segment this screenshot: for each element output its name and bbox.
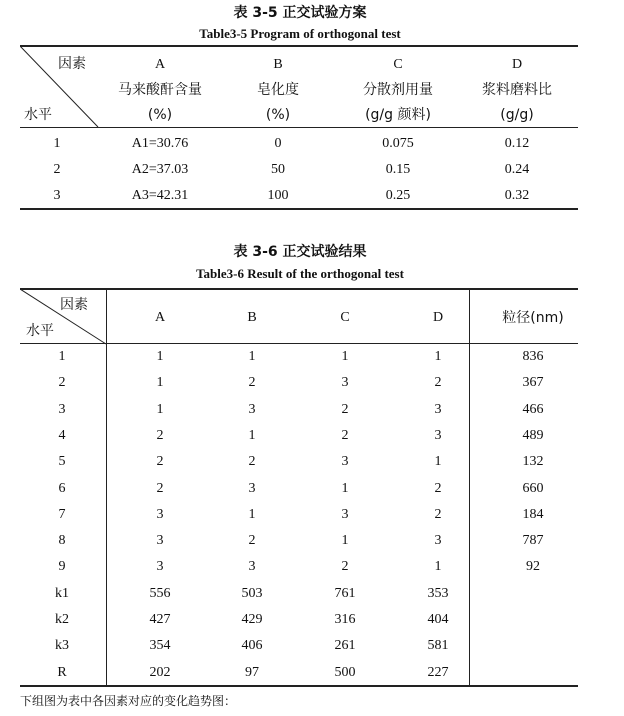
table2-cell-a: 354 <box>149 638 171 654</box>
table2-row-level: k2 <box>55 612 69 627</box>
table2-cell-b: 1 <box>248 427 256 443</box>
table2-cell-c: 2 <box>341 401 349 417</box>
table2-caption-cn: 表 3-6 正交试验结果 <box>233 244 367 260</box>
table2-cell-a: 3 <box>156 559 164 575</box>
table2-cell-d: 2 <box>434 506 442 522</box>
table1-row-level: 2 <box>53 162 61 177</box>
table1-col-unit: (g/g) <box>500 107 534 123</box>
table2-cell-c: 3 <box>341 454 349 470</box>
table2-cell-b: 406 <box>241 638 263 654</box>
table2-cell-a: 427 <box>149 612 171 627</box>
table2-row-level: 9 <box>58 559 66 575</box>
table2-right-divider <box>469 289 470 686</box>
table2-cell-b: 97 <box>245 664 259 680</box>
table2-cell-size: 184 <box>522 506 544 522</box>
table2-cell-size: 660 <box>522 480 544 496</box>
table1-col-letter: A <box>154 57 166 72</box>
table2-caption-en: Table3-6 Result of the orthogonal test <box>196 266 404 281</box>
table1-col-name: 浆料磨料比 <box>482 82 552 98</box>
table2-cell-c: 2 <box>341 427 349 443</box>
table2-cell-c: 1 <box>341 533 349 549</box>
table1-caption-cn: 表 3-5 正交试验方案 <box>233 5 367 21</box>
table2-cell-c: 3 <box>341 375 349 391</box>
table1-corner-factor-label: 因素 <box>58 56 86 72</box>
table2-cell-d: 3 <box>434 401 442 417</box>
table2-left-divider <box>106 289 107 686</box>
table2-cell-d: 581 <box>427 638 449 654</box>
table1-cell-c: 0.25 <box>385 188 411 203</box>
table2-cell-c: 2 <box>341 559 349 575</box>
table2-cell-d: 3 <box>434 533 442 549</box>
table1-cell-a: A3=42.31 <box>131 188 189 203</box>
table2-col-header: C <box>340 310 350 325</box>
table2-row-level: 6 <box>58 480 66 496</box>
table2-cell-d: 2 <box>434 375 442 391</box>
table1-header-rule <box>20 127 578 128</box>
table2-corner-factor-label: 因素 <box>60 297 88 313</box>
table1-col-name: 马来酸酐含量 <box>118 82 202 98</box>
table2-row-level: 5 <box>58 454 66 470</box>
table1-top-rule <box>20 45 578 47</box>
table2-row-level: 3 <box>58 401 66 417</box>
table2-cell-c: 316 <box>334 612 356 627</box>
table2-row-level: R <box>57 664 67 680</box>
table2-cell-a: 2 <box>156 480 164 496</box>
table1-col-unit: (%) <box>265 107 291 123</box>
table1-col-unit: (g/g 颜料) <box>365 107 431 123</box>
table2-cell-size: 132 <box>522 454 544 470</box>
table2-cell-a: 1 <box>156 375 164 391</box>
table2-cell-a: 2 <box>156 427 164 443</box>
table2-cell-d: 1 <box>434 454 442 470</box>
table2-cell-c: 1 <box>341 480 349 496</box>
table1-cell-c: 0.075 <box>382 136 414 151</box>
table2-corner-level-label: 水平 <box>26 323 54 339</box>
table2-cell-b: 2 <box>248 375 256 391</box>
table2-cell-c: 261 <box>334 638 356 654</box>
table1-cell-c: 0.15 <box>385 162 411 177</box>
table1-cell-d: 0.32 <box>504 188 530 203</box>
table2-cell-b: 2 <box>248 533 256 549</box>
table2-cell-size: 787 <box>522 533 544 549</box>
table2-row-level: k1 <box>55 585 69 601</box>
figure-intro-note: 下组图为表中各因素对应的变化趋势图： <box>20 694 237 708</box>
table2-cell-size: 92 <box>526 559 540 575</box>
table2-cell-a: 202 <box>149 664 171 680</box>
table1-bottom-rule <box>20 208 578 210</box>
table1-col-letter: C <box>393 57 403 72</box>
table2-cell-c: 761 <box>334 585 356 601</box>
table1-col-unit: (%) <box>147 107 173 123</box>
table2-cell-d: 227 <box>427 664 449 680</box>
table1-col-letter: D <box>511 57 523 72</box>
table1-cell-b: 100 <box>267 188 289 203</box>
table2-col-header: A <box>154 310 166 325</box>
table2-cell-size: 836 <box>522 349 544 364</box>
table2-cell-d: 2 <box>434 480 442 496</box>
table2-cell-b: 3 <box>248 401 256 417</box>
table2-cell-d: 353 <box>427 585 449 601</box>
table2-cell-d: 3 <box>434 427 442 443</box>
table2-row-level: 4 <box>58 427 66 443</box>
table2-row-level: k3 <box>55 638 69 654</box>
table2-bottom-rule <box>20 685 578 687</box>
table2-cell-b: 429 <box>241 612 263 627</box>
table2-cell-d: 1 <box>434 349 442 364</box>
table1-cell-d: 0.12 <box>504 136 530 151</box>
table2-cell-size: 489 <box>522 427 544 443</box>
table2-cell-a: 1 <box>156 401 164 417</box>
table1-col-name: 分散剂用量 <box>363 82 433 98</box>
table2-cell-size: 367 <box>522 375 544 391</box>
table2-row-level: 1 <box>58 349 66 364</box>
table2-cell-a: 3 <box>156 506 164 522</box>
table2-row-level: 7 <box>58 506 66 522</box>
table2-cell-a: 3 <box>156 533 164 549</box>
table2-cell-d: 404 <box>427 612 449 627</box>
table2-cell-size: 466 <box>522 401 544 417</box>
table1-row-level: 3 <box>53 188 61 203</box>
table1-col-letter: B <box>273 57 283 72</box>
table2-cell-b: 1 <box>248 349 256 364</box>
table2-cell-c: 3 <box>341 506 349 522</box>
table2-cell-a: 1 <box>156 349 164 364</box>
table2-cell-a: 556 <box>149 585 171 601</box>
table2-cell-b: 503 <box>241 585 263 601</box>
table1-col-name: 皂化度 <box>257 82 299 98</box>
table1-corner-level-label: 水平 <box>24 107 52 123</box>
table2-col-header: D <box>432 310 444 325</box>
table1-row-level: 1 <box>53 136 61 151</box>
table1-cell-d: 0.24 <box>504 162 530 177</box>
table2-cell-d: 1 <box>434 559 442 575</box>
table2-cell-b: 2 <box>248 454 256 470</box>
table2-cell-a: 2 <box>156 454 164 470</box>
table1-cell-a: A1=30.76 <box>131 136 189 151</box>
table2-cell-c: 1 <box>341 349 349 364</box>
table2-row-level: 2 <box>58 375 66 391</box>
table2-cell-c: 500 <box>334 664 356 680</box>
table2-row-level: 8 <box>58 533 66 549</box>
table1-cell-a: A2=37.03 <box>131 162 189 177</box>
table2-cell-b: 3 <box>248 480 256 496</box>
table1-cell-b: 50 <box>271 162 285 177</box>
table2-col-header: 粒径(nm) <box>502 310 564 326</box>
table2-col-header: B <box>247 310 257 325</box>
table1-caption-en: Table3-5 Program of orthogonal test <box>199 26 401 41</box>
table2-cell-b: 3 <box>248 559 256 575</box>
table2-cell-b: 1 <box>248 506 256 522</box>
table1-cell-b: 0 <box>274 136 282 151</box>
